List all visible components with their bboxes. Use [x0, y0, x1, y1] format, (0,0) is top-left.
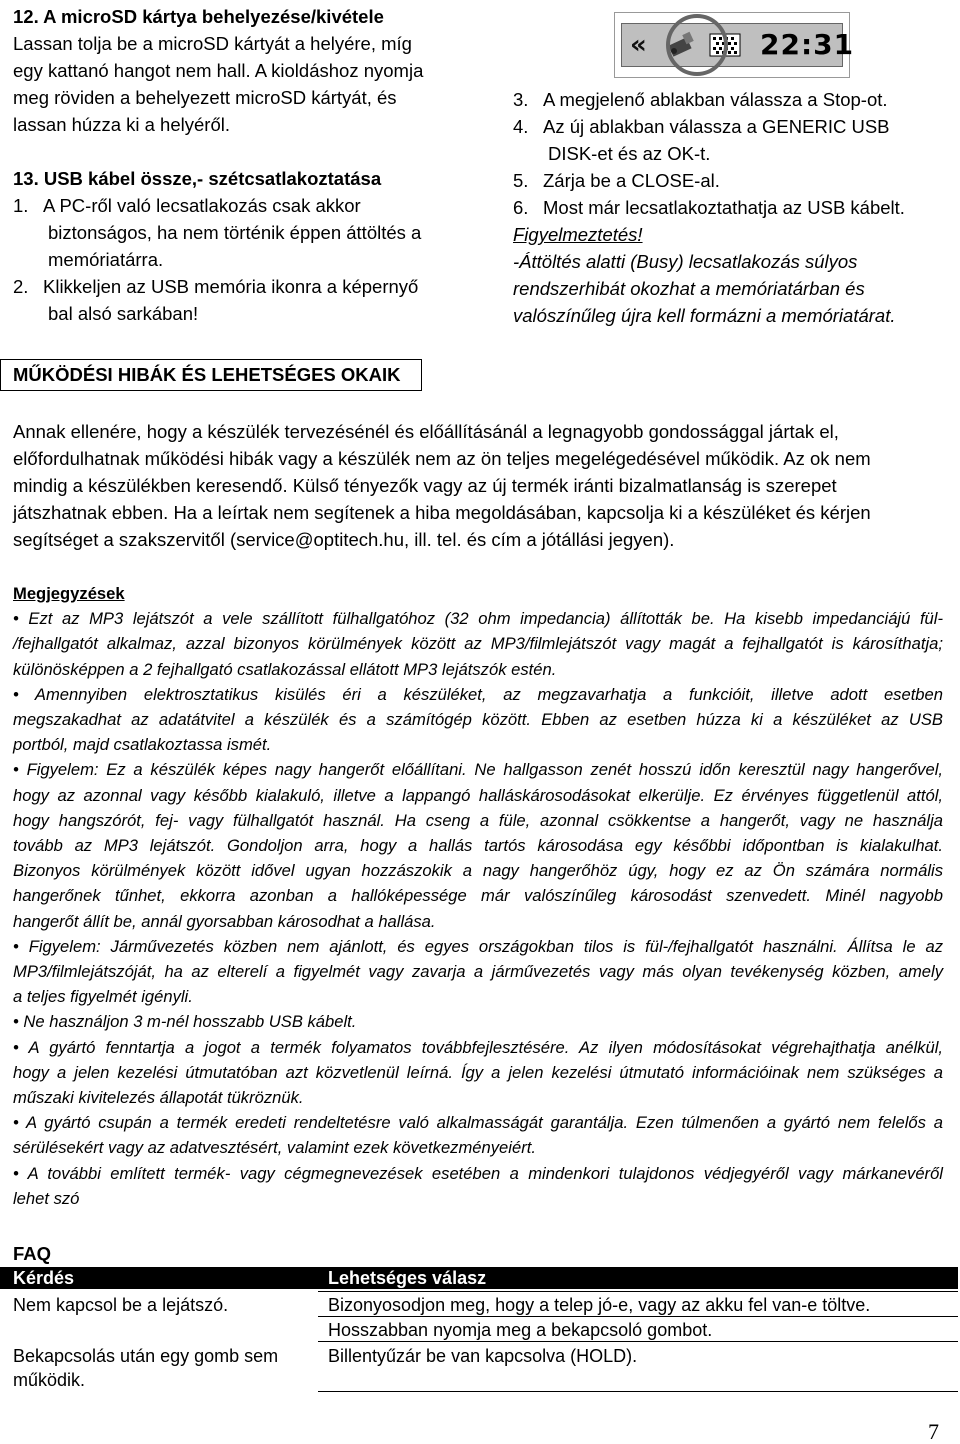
- errors-line: Annak ellenére, hogy a készülék tervezésénél és előállításánál a legnagyobb gondossággal jártak el,: [13, 421, 839, 442]
- faq-question: Nem kapcsol be a lejátszó.: [13, 1295, 229, 1315]
- notes-line: lehet szó: [13, 1188, 80, 1208]
- notes-line: hogy hangszórót, fej- vagy fülhallgatót használ. Ha cseng a füle, azonnal csökkentse a hangerőt, vagy ne használja: [13, 810, 943, 830]
- faq-answer-divider: [318, 1316, 958, 1317]
- tray-clock: 22:31: [760, 28, 855, 61]
- errors-heading-box: [0, 359, 422, 391]
- step-number: 5.: [513, 170, 529, 191]
- notes-line: műszaki kivitelezés állapotát tükröznük.: [13, 1088, 304, 1108]
- warning-line: -Áttöltés alatti (Busy) lecsatlakozás súlyos: [513, 251, 858, 272]
- section-12-line: Lassan tolja be a microSD kártyát a helyére, míg: [13, 33, 412, 54]
- errors-paragraph: [13, 418, 943, 553]
- page-number: 7: [928, 1419, 939, 1444]
- step-text: Az új ablakban válassza a GENERIC USB: [543, 116, 890, 137]
- step-text: A PC-ről való lecsatlakozás csak akkor: [43, 195, 361, 216]
- step-number: 4.: [513, 116, 529, 137]
- step-text: memóriatárra.: [48, 249, 164, 270]
- highlight-circle: [666, 14, 728, 76]
- step-number: 1.: [13, 195, 29, 216]
- step-1: [13, 192, 483, 273]
- notes-line: • Amennyiben elektrosztatikus kisülés éri a készüléket, az megzavarhatja a funkcióit, illetve adott esetben: [13, 684, 943, 704]
- step-text: A megjelenő ablakban válassza a Stop-ot.: [543, 89, 888, 110]
- notes-line: hogy a jelen kezelési útmutatóban azt közvetlenül leírná. Így a jelen kezelési útmutató információinak nem szükséges a: [13, 1062, 943, 1082]
- section-13-title: 13. USB kábel össze,- szétcsatlakoztatása: [13, 168, 382, 189]
- section-12: [13, 3, 483, 138]
- step-text: Most már lecsatlakoztathatja az USB kábelt.: [543, 197, 905, 218]
- notes-line: • A további említett termék- vagy cégmegnevezések esetében a mindenkori tulajdonos védjegyéről vagy márkanevéről: [13, 1163, 943, 1183]
- section-12-line: egy kattanó hangot nem hall. A kioldáshoz nyomja: [13, 60, 424, 81]
- notes-line: portból, majd csatlakoztassa ismét.: [13, 735, 272, 755]
- notes-line: megszakadhat az adatátvitel a készülék és a számítógép között. Ebben az esetben húzza ki a készüléket az USB: [13, 710, 943, 730]
- faq-col-answer: Lehetséges válasz: [328, 1268, 487, 1288]
- notes-line: hogy az azonnal vagy később kialakuló, illetve a lappangó halláskárosodásokat elkerülje. Ez érvényes függetlenül attól,: [13, 785, 943, 805]
- step-text: DISK-et és az OK-t.: [548, 143, 711, 164]
- notes-line: Bizonyos körülmények között idővel ugyan hozzászokik a nagy hangerőhöz úgy, hogy ez az Ön számára normális: [13, 861, 943, 881]
- notes-line: hangerőt állít be, annál gyorsabban károsodhat a hallása.: [13, 911, 436, 931]
- faq-col-question: Kérdés: [13, 1268, 75, 1288]
- step-text: Zárja be a CLOSE-al.: [543, 170, 720, 191]
- faq-answer: Hosszabban nyomja meg a bekapcsoló gombot.: [328, 1320, 713, 1340]
- step-text: bal alsó sarkában!: [48, 303, 199, 324]
- faq-question: Bekapcsolás után egy gomb sem: [13, 1346, 279, 1366]
- warning-line: rendszerhibát okozhat a memóriatárban és: [513, 278, 865, 299]
- faq-answer-divider: [318, 1291, 958, 1292]
- notes-line: • Figyelem: Járművezetés közben nem ajánlott, és egyes országokban tilos is fül-/fejhallgatót használni. Állítsa le az: [13, 936, 943, 956]
- step-text: biztonságos, ha nem történik éppen áttöltés a: [48, 222, 422, 243]
- faq-heading: FAQ: [13, 1243, 52, 1264]
- notes-line: tovább az MP3 lejátszót. Gondoljon arra, hogy a hallás tartós károsodása egy későbbi időpontban is kialakulhat.: [13, 836, 943, 856]
- faq-answer: Billentyűzár be van kapcsolva (HOLD).: [328, 1346, 638, 1366]
- faq-table-bottom: [318, 1391, 958, 1392]
- usb-steps-continued: [513, 86, 953, 329]
- notes-line: a teljes figyelmét igényli.: [13, 987, 193, 1007]
- notes-line: különösképpen a 2 fejhallgató csatlakozással ellátott MP3 lejátszók estén.: [13, 659, 557, 679]
- errors-heading: MŰKÖDÉSI HIBÁK ÉS LEHETSÉGES OKAIK: [13, 364, 401, 385]
- warning-line: valószínűleg újra kell formázni a memóriatárat.: [513, 305, 896, 326]
- step-text: Klikkeljen az USB memória ikonra a képernyő: [43, 276, 419, 297]
- notes-heading: Megjegyzések: [13, 584, 125, 603]
- notes-line: • Ne használjon 3 m-nél hosszabb USB kábelt.: [13, 1012, 357, 1032]
- section-13: [13, 165, 483, 327]
- notes-section: [13, 581, 943, 1211]
- section-12-line: lassan húzza ki a helyéről.: [13, 114, 230, 135]
- step-2: [13, 273, 483, 327]
- faq-answer: Bizonyosodjon meg, hogy a telep jó-e, vagy az akku fel van-e töltve.: [328, 1295, 871, 1315]
- notes-line: hangerőnek tűnhet, ekkorra azonban a hallóképessége már valószínűleg károsodást szenvedett. Minél nagyobb: [13, 886, 943, 906]
- notes-line: • Ezt az MP3 lejátszót a vele szállított fülhallgatóhoz (32 ohm impedancia) állították be. Ha kisebb impedanciájú fül-: [13, 609, 943, 629]
- faq-question: működik.: [13, 1370, 86, 1390]
- expand-arrow-icon: «: [630, 30, 647, 60]
- notes-line: /fejhallgatót alkalmaz, azzal bizonyos körülmények között az MP3/filmlejátszót vagy magát a fejhallgatót is károsíthatja;: [13, 634, 943, 654]
- system-tray-image: [614, 12, 855, 78]
- errors-line: segítséget a szakszervitől (service@optitech.hu, ill. tel. és cím a jótállási jegyen).: [13, 529, 675, 550]
- warning-title: Figyelmeztetés!: [513, 224, 643, 245]
- step-number: 6.: [513, 197, 529, 218]
- notes-line: MP3/filmlejátszóját, ha az elterelí a figyelmét vagy zavarja a járművezetés vagy más olyan tevékenység közben, amely: [13, 962, 943, 982]
- section-12-title: 12. A microSD kártya behelyezése/kivétele: [13, 6, 384, 27]
- step-number: 3.: [513, 89, 529, 110]
- faq-answer-divider: [318, 1341, 958, 1342]
- errors-line: játszhatnak ebben. Ha a leírtak nem segítenek a hiba megoldásában, kapcsolja ki a készüléket és kérjen: [13, 502, 871, 523]
- system-tray: [621, 23, 855, 67]
- step-number: 2.: [13, 276, 29, 297]
- notes-line: • Figyelem: Ez a készülék képes nagy hangerőt előállítani. Ne hallgasson zenét hosszú időn keresztül nagy hangerővel,: [13, 760, 943, 780]
- errors-line: mindig a készülékben keresendő. Külső tényezők vagy az új termék iránti bizalmatlanság is szerepet: [13, 475, 837, 496]
- errors-line: előfordulhatnak működési hibák vagy a készülék nem az ön teljes megelégedésével működik. Az ok nem: [13, 448, 871, 469]
- notes-line: • A gyártó csupán a termék eredeti rendeltetésre való alkalmasságát garantálja. Ezen túlmenően a gyártó nem felelős a: [13, 1113, 943, 1133]
- notes-line: • A gyártó fenntartja a jogot a termék folyamatos továbbfejlesztésére. Az ilyen módosításokat végrehajthatja anélkül,: [13, 1037, 943, 1057]
- section-12-line: meg röviden a behelyezett microSD kártyát, és: [13, 87, 397, 108]
- notes-line: sérülésekért vagy az adatvesztésért, valamint ezek következményeiért.: [13, 1138, 536, 1158]
